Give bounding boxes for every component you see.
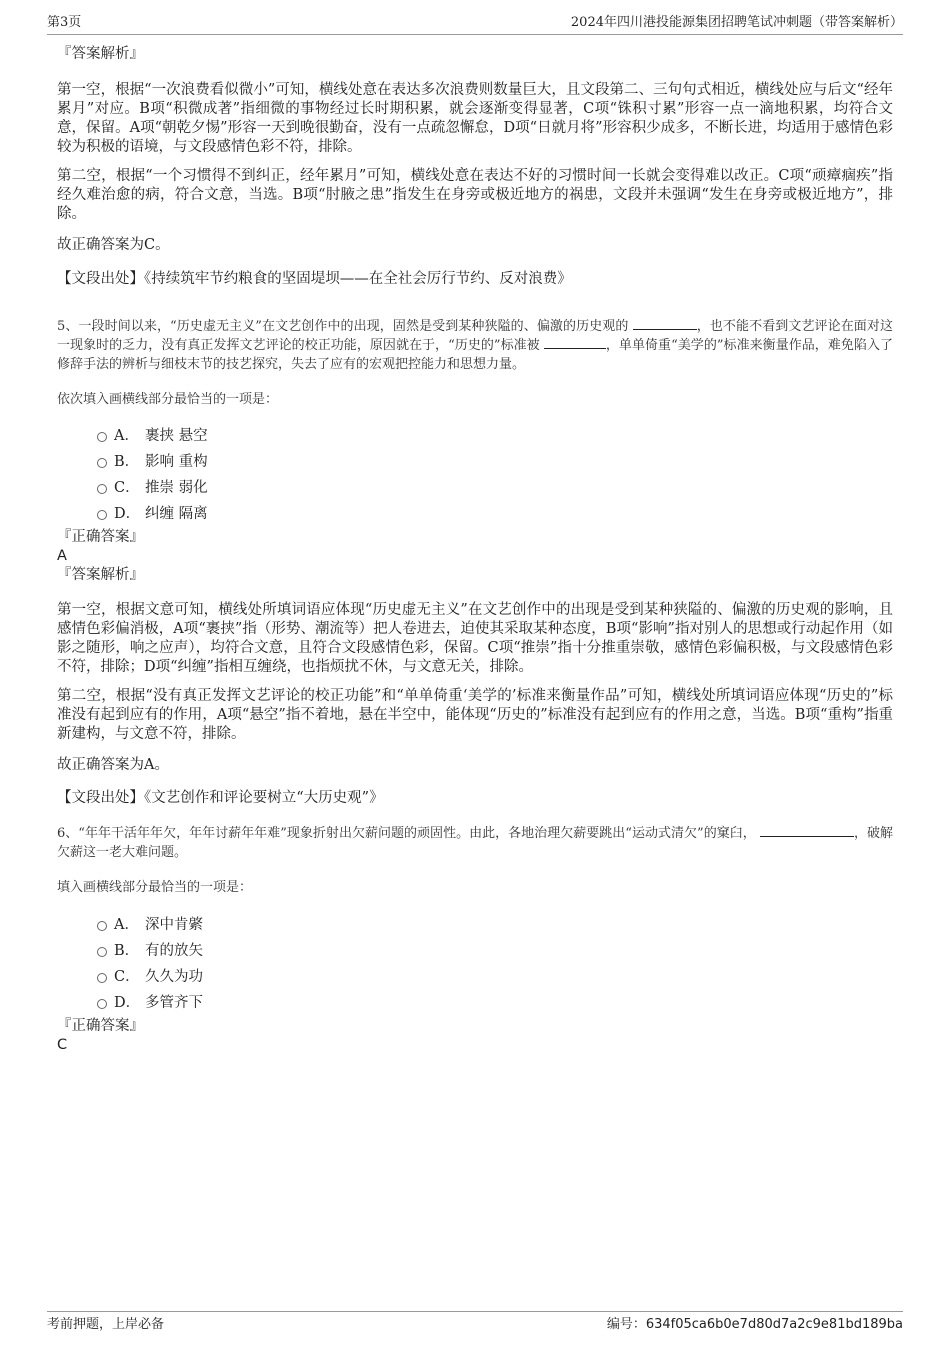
radio-icon[interactable] — [97, 947, 107, 957]
options-list — [57, 423, 893, 527]
answer-blank — [760, 824, 854, 837]
analysis-paragraph: 第一空，根据文意可知，横线处所填词语应体现“历史虚无主义”在文艺创作中的出现是受到某种狭隘的、偏激的历史观的影响，且感情色彩偏消极，A项“裹挟”指（形势、潮流等）把人卷进去，迫使其采取某种态度，B项“影响”指对别人的思想或行动起作用（如影之随形，响之应声），均符合文意，且符合文段感情色彩，保留。C项“推崇”指十分推重崇敬，感情色彩偏积极，与文段感情色彩不符，排除；D项“纠缠”指相互缠绕，也指烦扰不休，与文意无关，排除。 — [57, 602, 893, 675]
radio-icon[interactable] — [97, 973, 107, 983]
analysis-label: 『答案解析』 — [57, 567, 144, 583]
question-instruction: 填入画横线部分最恰当的一项是： — [57, 880, 253, 895]
page-header — [47, 12, 903, 35]
correct-answer-label: 『正确答案』 — [57, 529, 144, 545]
option-d[interactable]: D． 纠缠 隔离 — [57, 501, 893, 527]
analysis-label: 『答案解析』 — [57, 46, 144, 62]
source-citation: 【文段出处】《持续筑牢节约粮食的坚固堤坝——在全社会厉行节约、反对浪费》 — [57, 271, 572, 287]
question-6-stem: 6、“年年干活年年欠，年年讨薪年年难”现象折射出欠薪问题的顽固性。由此，各地治理欠薪要跳出“运动式清欠”的窠臼， ，破解欠薪这一老大难问题。 — [57, 826, 893, 860]
analysis-paragraph: 第二空，根据“没有真正发挥文艺评论的校正功能”和“单单倚重‘美学的’标准来衡量作品”可知，横线处所填词语应体现“历史的”标准没有起到应有的作用，A项“悬空”指不着地，悬在半空中，能体现“历史的”标准没有起到应有的作用之意，当选。B项“重构”指重新建构，与文意不符，排除。 — [57, 688, 893, 742]
page-footer — [47, 1311, 903, 1334]
radio-icon[interactable] — [97, 458, 107, 468]
correct-answer: A — [57, 548, 67, 564]
option-b[interactable]: B． 有的放矢 — [57, 938, 893, 964]
radio-icon[interactable] — [97, 999, 107, 1009]
question-5-stem: 5、一段时间以来，“历史虚无主义”在文艺创作中的出现，固然是受到某种狭隘的、偏激的历史观的 ，也不能不看到文艺评论在面对这一现象时的乏力，没有真正发挥文艺评论的校正功能，原因就在于，“历史的”标准被 ，单单倚重“美学的”标准来衡量作品，难免陷入了修辞手法的辨析与细枝末节的技艺探究，失去了应有的宏观把控能力和思想力量。 — [57, 319, 893, 372]
source-citation: 【文段出处】《文艺创作和评论要树立“大历史观”》 — [57, 790, 384, 806]
page-content — [57, 44, 893, 1054]
options-list — [57, 912, 893, 1016]
radio-icon[interactable] — [97, 432, 107, 442]
radio-icon[interactable] — [97, 510, 107, 520]
document-code: 编号：634f05ca6b0e7d80d7a2c9e81bd189ba — [606, 1317, 903, 1332]
analysis-paragraph: 第二空，根据“一个习惯得不到纠正，经年累月”可知，横线处意在表达不好的习惯时间一长就会变得难以改正。C项“顽瘴痼疾”指经久难治愈的病，符合文意，当选。B项“肘腋之患”指发生在身旁或极近地方的祸患，文段并未强调“发生在身旁或极近地方”，排除。 — [57, 168, 893, 222]
footer-slogan: 考前押题，上岸必备 — [47, 1317, 165, 1332]
option-d[interactable]: D． 多管齐下 — [57, 990, 893, 1016]
radio-icon[interactable] — [97, 921, 107, 931]
correct-answer-label: 『正确答案』 — [57, 1018, 144, 1034]
option-b[interactable]: B． 影响 重构 — [57, 449, 893, 475]
question-instruction: 依次填入画横线部分最恰当的一项是： — [57, 392, 279, 407]
answer-blank — [633, 317, 697, 330]
option-c[interactable]: C． 推崇 弱化 — [57, 475, 893, 501]
conclusion: 故正确答案为C。 — [57, 237, 170, 253]
radio-icon[interactable] — [97, 484, 107, 494]
correct-answer: C — [57, 1037, 68, 1053]
document-title: 2024年四川港投能源集团招聘笔试冲刺题（带答案解析） — [570, 15, 903, 30]
analysis-paragraph: 第一空，根据“一次浪费看似微小”可知，横线处意在表达多次浪费则数量巨大，且文段第二、三句句式相近，横线处应与后文“经年累月”对应。B项“积微成著”指细微的事物经过长时期积累，就会逐渐变得显著，C项“铢积寸累”形容一点一滴地积累，均符合文意，保留。A项“朝乾夕惕”形容一天到晚很勤奋，没有一点疏忽懈怠，D项“日就月将”形容积少成多，不断长进，均适用于感情色彩较为积极的语境，与文段感情色彩不符，排除。 — [57, 82, 893, 155]
option-a[interactable]: A． 裹挟 悬空 — [57, 423, 893, 449]
conclusion: 故正确答案为A。 — [57, 757, 169, 773]
answer-blank — [544, 336, 606, 349]
page-number: 第3页 — [47, 15, 82, 30]
option-c[interactable]: C． 久久为功 — [57, 964, 893, 990]
option-a[interactable]: A． 深中肯綮 — [57, 912, 893, 938]
